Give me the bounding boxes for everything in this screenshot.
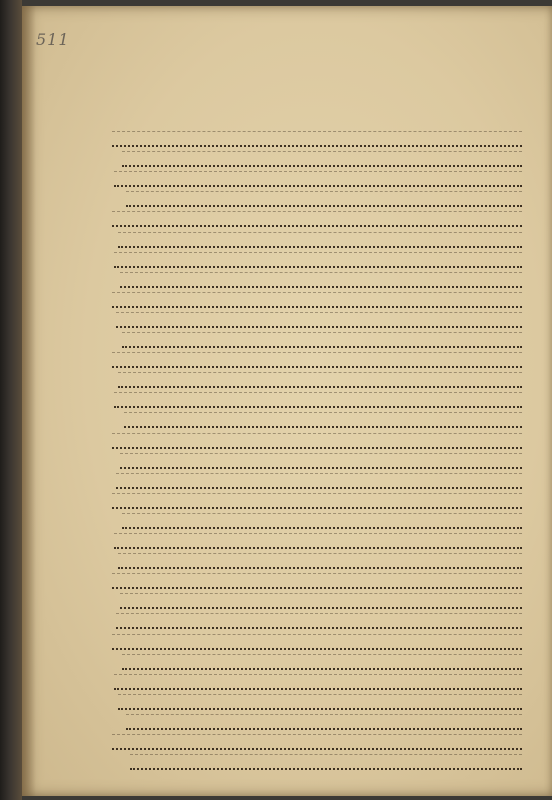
handwritten-line [116,613,522,629]
manuscript-page [22,6,552,796]
handwritten-line [114,674,522,690]
handwritten-line [118,232,522,248]
book-binding [0,0,22,800]
handwritten-line [122,654,522,670]
page-gutter-shadow [22,6,36,796]
handwritten-line [112,292,522,308]
handwritten-line [112,573,522,589]
handwritten-line [126,714,522,730]
handwritten-line [112,734,522,750]
handwritten-line [114,533,522,549]
handwritten-line [114,392,522,408]
handwritten-line [120,453,522,469]
folio-number: 511 [36,30,70,49]
handwritten-line [118,372,522,388]
handwritten-line [118,694,522,710]
handwritten-line [130,754,522,770]
handwritten-line [122,513,522,529]
handwritten-line [120,272,522,288]
handwritten-line [112,634,522,650]
handwritten-line [120,593,522,609]
handwritten-line [116,473,522,489]
handwritten-line [122,332,522,348]
handwritten-line [112,131,522,147]
handwritten-line [112,433,522,449]
handwritten-line [126,191,522,207]
handwritten-line [112,211,522,227]
handwritten-line [124,412,522,428]
arabic-text-block [112,131,522,776]
handwritten-line [116,312,522,328]
handwritten-line [112,352,522,368]
handwritten-line [114,171,522,187]
handwritten-line [122,151,522,167]
handwritten-line [112,493,522,509]
handwritten-line [114,252,522,268]
handwritten-line [118,553,522,569]
